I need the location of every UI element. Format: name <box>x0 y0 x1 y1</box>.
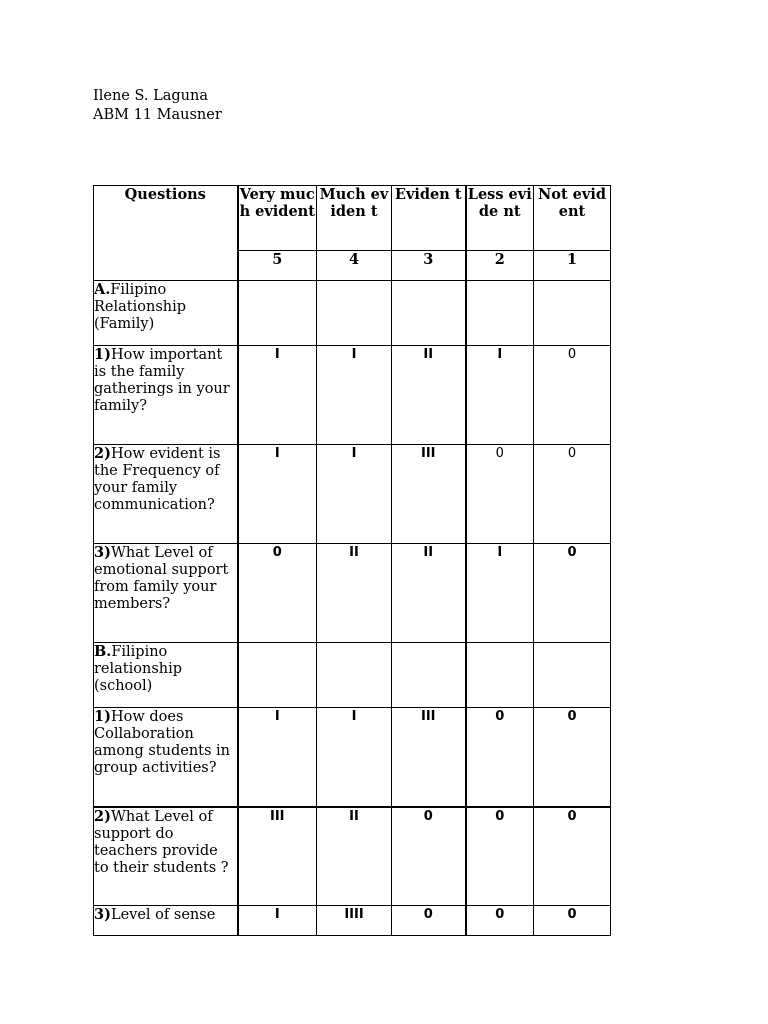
section-a-title: A.Filipino Relationship (Family) <box>94 281 238 346</box>
header-evident: Eviden t <box>392 186 466 251</box>
tally-cell: 0 <box>466 807 534 906</box>
header-very-much-evident: Very much evident <box>238 186 317 251</box>
question-cell: 2)What Level of support do teachers provide to their students ? <box>94 807 238 906</box>
header-less-evident: Less evide nt <box>466 186 534 251</box>
tally-cell: II <box>317 544 392 643</box>
tally-cell: 0 <box>466 906 534 936</box>
section-b-row <box>94 643 611 708</box>
scale-5: 5 <box>238 251 317 281</box>
tally-cell: 0 <box>534 445 611 544</box>
table-cell <box>392 643 466 708</box>
survey-table <box>93 185 611 936</box>
tally-cell: 0 <box>534 807 611 906</box>
section-a-row <box>94 281 611 346</box>
header-row <box>94 186 611 251</box>
question-cell: 1)How does Collaboration among students in group activities? <box>94 708 238 807</box>
table-cell <box>392 281 466 346</box>
tally-cell: 0 <box>392 906 466 936</box>
author-name: Ilene S. Laguna <box>93 88 208 104</box>
tally-cell: I <box>238 445 317 544</box>
table-row <box>94 445 611 544</box>
tally-cell: I <box>238 346 317 445</box>
header-much-evident: Much eviden t <box>317 186 392 251</box>
tally-cell: II <box>392 544 466 643</box>
table-cell <box>238 281 317 346</box>
scale-2: 2 <box>466 251 534 281</box>
tally-cell: II <box>317 807 392 906</box>
document-header <box>93 87 222 125</box>
tally-cell: III <box>392 445 466 544</box>
scale-1: 1 <box>534 251 611 281</box>
tally-cell: IIII <box>317 906 392 936</box>
tally-cell: 0 <box>534 346 611 445</box>
question-cell: 1)How important is the family gatherings in your family? <box>94 346 238 445</box>
tally-cell: I <box>238 708 317 807</box>
tally-cell: 0 <box>534 544 611 643</box>
author-section: ABM 11 Mausner <box>93 107 222 123</box>
question-cell: 2)How evident is the Frequency of your family communication? <box>94 445 238 544</box>
tally-cell: I <box>317 346 392 445</box>
tally-cell: 0 <box>466 708 534 807</box>
table-cell <box>317 281 392 346</box>
tally-cell: 0 <box>392 807 466 906</box>
table-row <box>94 906 611 936</box>
scale-3: 3 <box>392 251 466 281</box>
tally-cell: 0 <box>534 906 611 936</box>
table-cell <box>238 643 317 708</box>
header-not-evident: Not evident <box>534 186 611 251</box>
table-cell <box>466 643 534 708</box>
tally-cell: I <box>466 544 534 643</box>
tally-cell: 0 <box>238 544 317 643</box>
table-cell <box>317 643 392 708</box>
tally-cell: III <box>392 708 466 807</box>
tally-cell: II <box>392 346 466 445</box>
question-cell: 3)What Level of emotional support from family your members? <box>94 544 238 643</box>
tally-cell: 0 <box>534 708 611 807</box>
tally-cell: III <box>238 807 317 906</box>
table-cell <box>466 281 534 346</box>
question-cell: 3)Level of sense <box>94 906 238 936</box>
section-b-title: B.Filipino relationship (school) <box>94 643 238 708</box>
table-row <box>94 346 611 445</box>
tally-cell: I <box>466 346 534 445</box>
tally-cell: I <box>317 445 392 544</box>
tally-cell: I <box>238 906 317 936</box>
table-row <box>94 544 611 643</box>
table-cell <box>534 643 611 708</box>
table-cell <box>534 281 611 346</box>
scale-4: 4 <box>317 251 392 281</box>
table-row <box>94 708 611 807</box>
tally-cell: 0 <box>466 445 534 544</box>
table-row <box>94 807 611 906</box>
header-questions: Questions <box>94 186 238 281</box>
tally-cell: I <box>317 708 392 807</box>
